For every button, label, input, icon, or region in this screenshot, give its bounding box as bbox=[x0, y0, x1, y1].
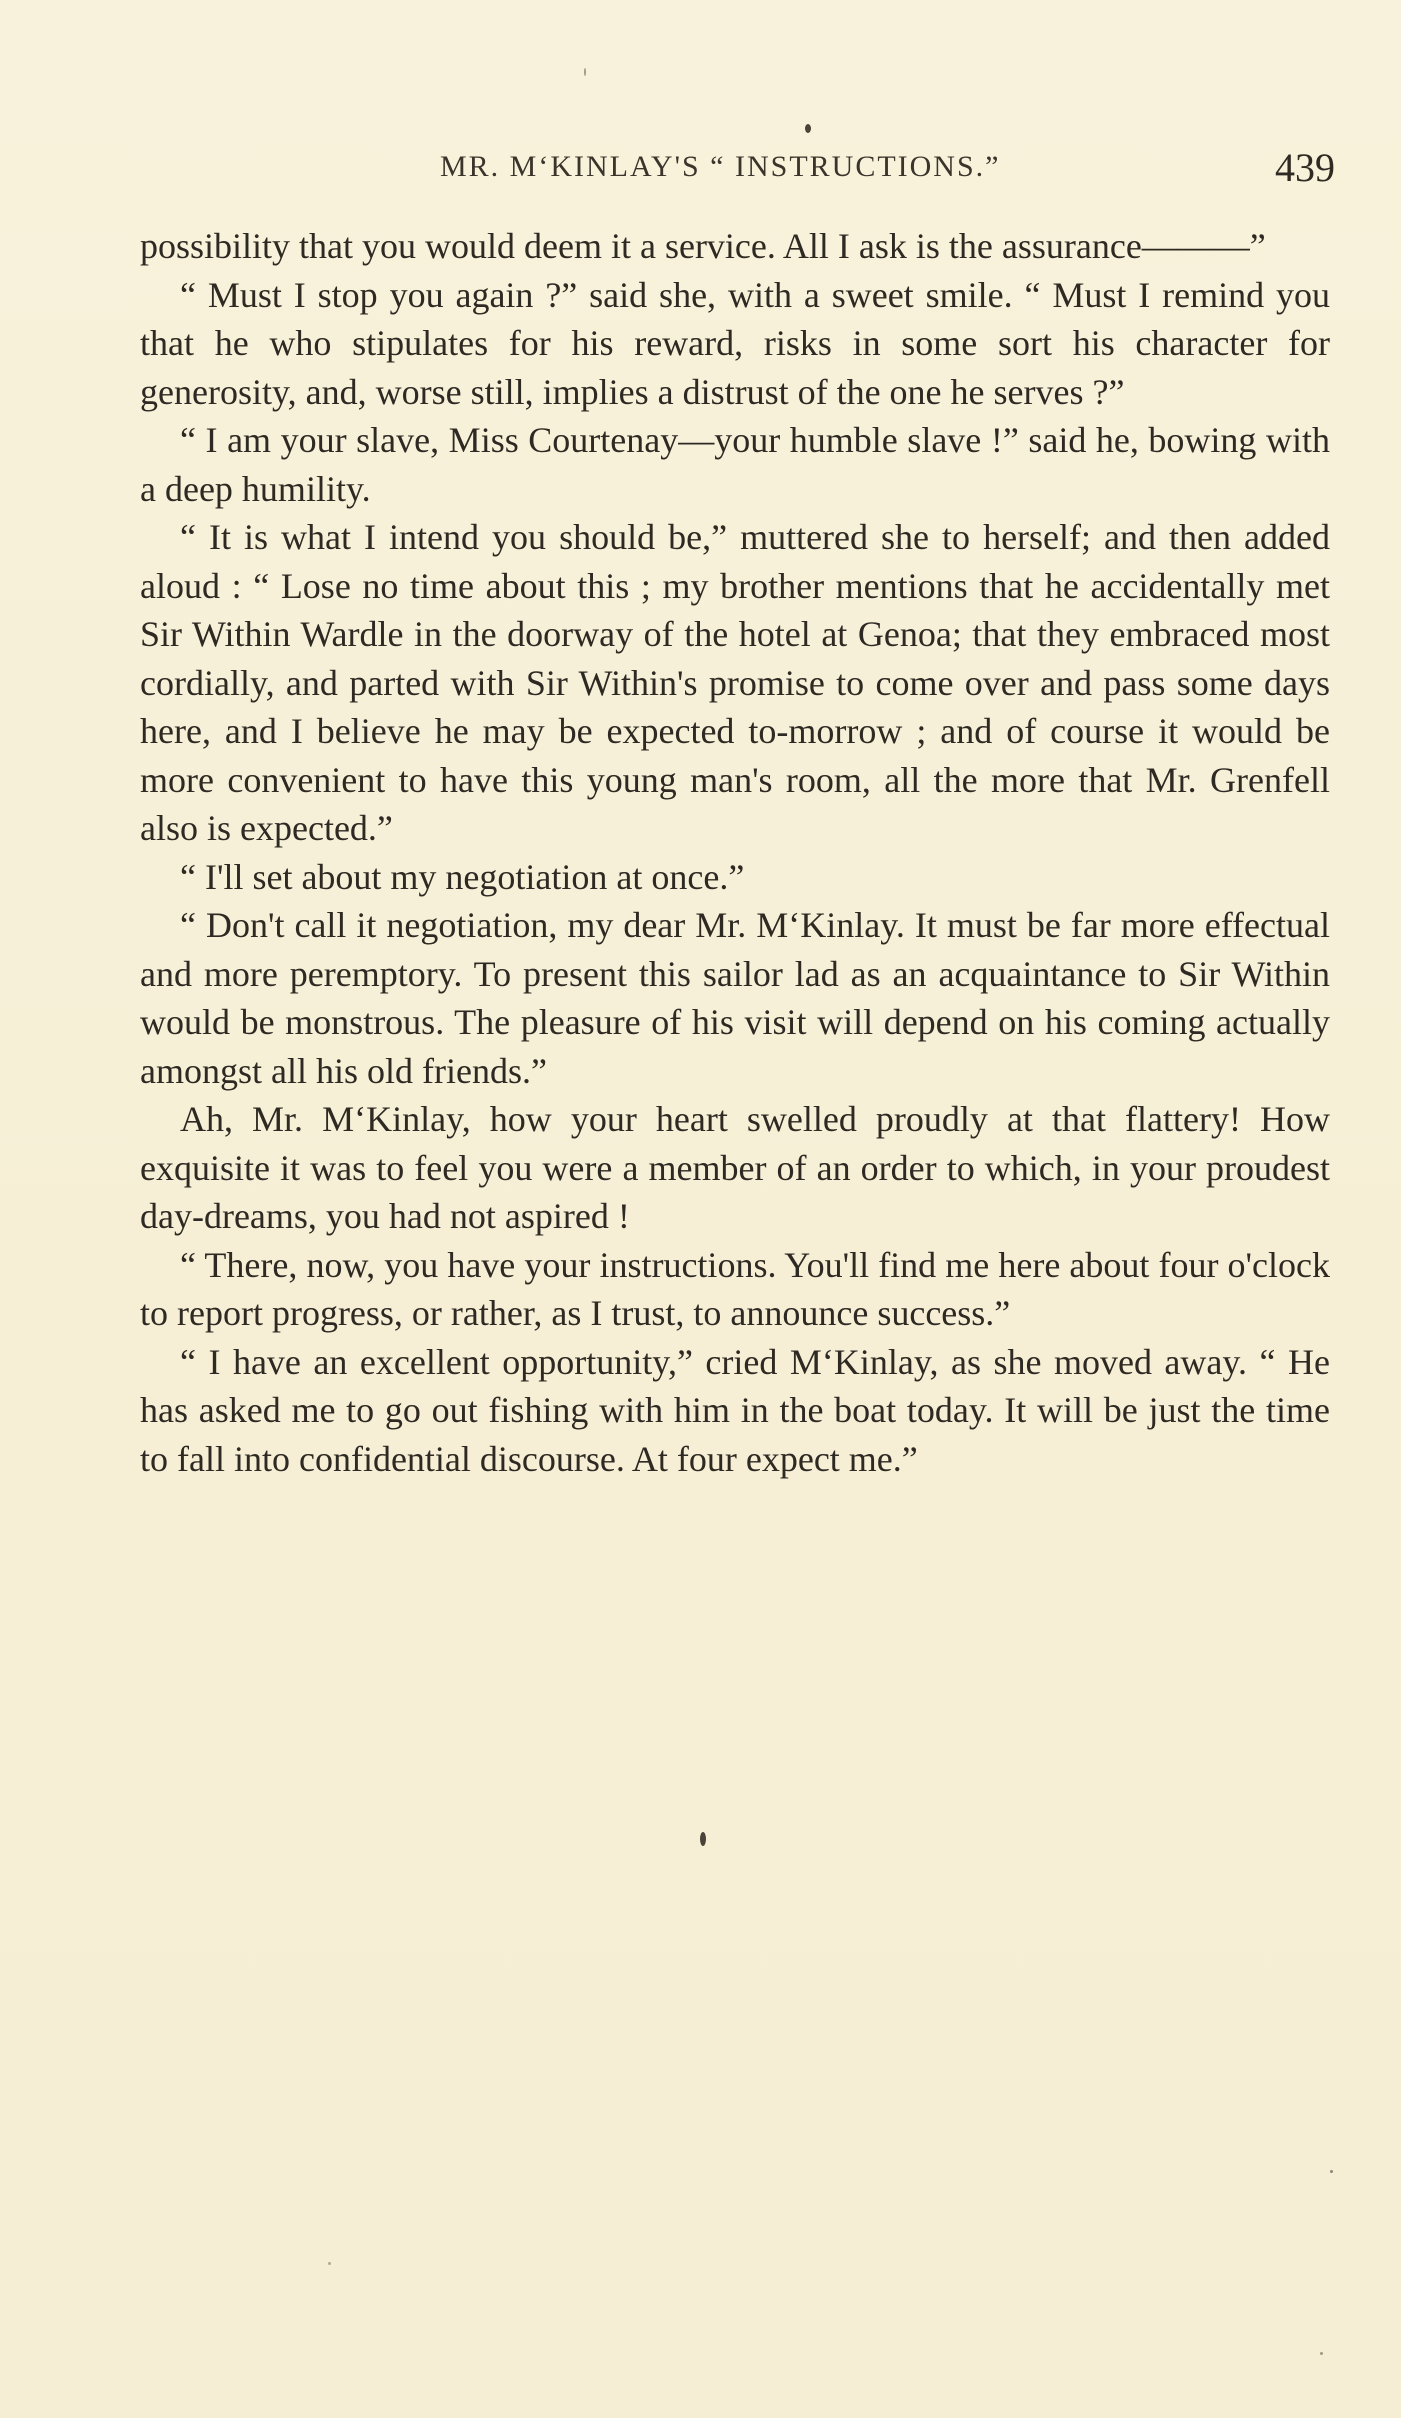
paragraph-7: Ah, Mr. M‘Kinlay, how your heart swelled proudly at that flattery! How exquisite it was to feel you were a member of an order to which, in your proudest day-dreams, you had not aspired ! bbox=[140, 1099, 1330, 1236]
paragraph-6: “ Don't call it negotiation, my dear Mr. M‘Kinlay. It must be far more effectual and more peremptory. To present this sailor lad as an acquaintance to Sir Within would be monstrous. The pleasure of his visit will depend on his coming actually amongst all his old friends.” bbox=[140, 905, 1330, 1091]
ink-speck bbox=[1330, 2170, 1333, 2173]
paragraph-3: “ I am your slave, Miss Courtenay—your humble slave !” said he, bowing with a deep humility. bbox=[140, 420, 1330, 509]
ink-speck bbox=[700, 1832, 706, 1846]
ink-speck bbox=[328, 2262, 331, 2265]
page-header bbox=[140, 144, 1335, 188]
body-text bbox=[140, 222, 1330, 1483]
ink-speck bbox=[1320, 2352, 1323, 2355]
paragraph-5: “ I'll set about my negotiation at once.” bbox=[180, 856, 745, 897]
paragraph-9: “ I have an excellent opportunity,” cried M‘Kinlay, as she moved away. “ He has asked me to go out fishing with him in the boat today. It will be just the time to fall into confidential discourse. At four expect me.” bbox=[140, 1341, 1330, 1479]
running-head: MR. M‘KINLAY'S “ INSTRUCTIONS.” bbox=[440, 150, 1001, 183]
ink-speck bbox=[584, 68, 586, 76]
paragraph-4: “ It is what I intend you should be,” muttered she to herself; and then added aloud : “ Lose no time about this ; my brother mentions that he accidentally met Sir Within Wardle in the doorway of the hotel at Genoa; that they embraced most cordially, and parted with Sir Within's promise to come over and pass some days here, and I believe he may be expected to-morrow ; and of course it would be more convenient to have this young man's room, all the more that Mr. Grenfell also is expected.” bbox=[140, 517, 1330, 848]
paragraph-2: “ Must I stop you again ?” said she, with a sweet smile. “ Must I remind you that he who stipulates for his reward, risks in some sort his character for generosity, and, worse still, implies a distrust of the one he serves ?” bbox=[140, 274, 1330, 412]
ink-speck bbox=[805, 124, 811, 133]
page-number: 439 bbox=[1275, 145, 1335, 190]
paragraph-8: “ There, now, you have your instructions. You'll find me here about four o'clock to report progress, or rather, as I trust, to announce success.” bbox=[140, 1244, 1330, 1333]
paragraph-1: possibility that you would deem it a service. All I ask is the assurance———” bbox=[140, 226, 1266, 266]
